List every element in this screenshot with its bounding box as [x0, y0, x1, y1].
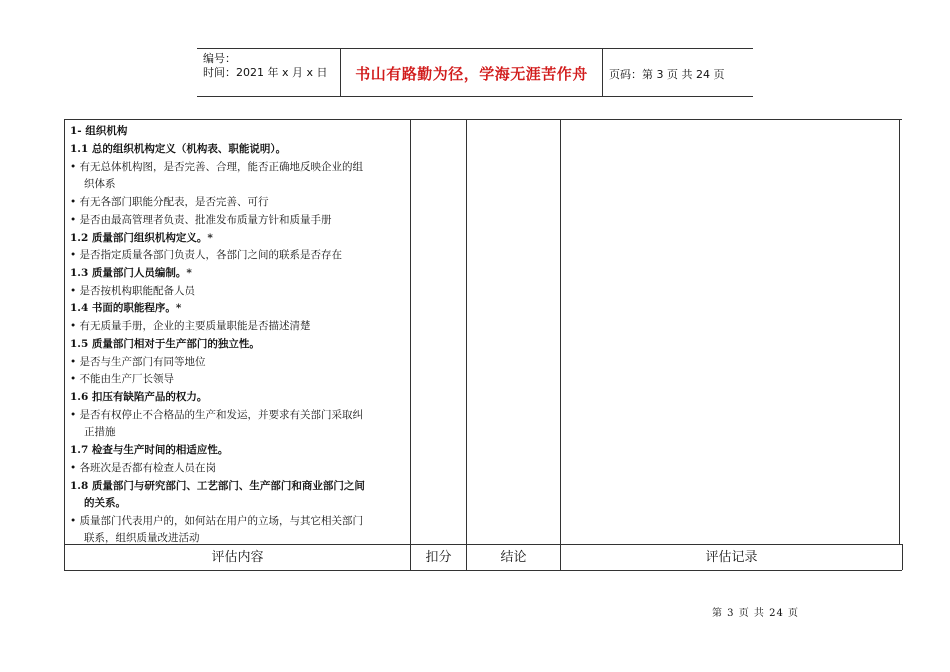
bullet-item: • 是否由最高管理者负责、批准发布质量方针和质量手册 [70, 214, 332, 226]
bullet-continuation: 正措施 [84, 426, 116, 438]
section-heading: 1- 组织机构 [70, 125, 128, 137]
motto-cell [340, 49, 603, 96]
table-left-border [64, 119, 65, 570]
bullet-item: • 各班次是否都有检查人员在岗 [70, 462, 217, 474]
bullet-item: • 是否有权停止不合格品的生产和发运，并要求有关部门采取纠 [70, 409, 364, 421]
header-meta [197, 49, 339, 96]
bullet-item: • 质量部门代表用户的，如何站在用户的立场，与其它相关部门 [70, 515, 364, 527]
bullet-continuation: 织体系 [84, 178, 116, 190]
item-heading: 1.4 书面的职能程序。* [70, 302, 182, 314]
page-indicator: 页码：第 3 页 共 24 页 [609, 68, 725, 81]
item-heading: 1.5 质量部门相对于生产部门的独立性。 [70, 338, 260, 350]
item-heading: 1.3 质量部门人员编制。* [70, 267, 192, 279]
item-heading: 1.1 总的组织机构定义（机构表、职能说明）。 [70, 143, 287, 155]
table-top-border [64, 119, 902, 120]
bullet-continuation: 联系，组织质量改进活动 [84, 532, 200, 544]
document-header [197, 48, 753, 97]
bullet-item: • 是否与生产部门有同等地位 [70, 356, 206, 368]
column-header-content: 评估内容 [211, 550, 264, 565]
number-label: 编号： [203, 52, 236, 65]
page-footer: 第 3 页 共 24 页 [712, 608, 799, 619]
col-divider-deduct [466, 119, 467, 570]
item-heading: 1.2 质量部门组织机构定义。* [70, 232, 213, 244]
column-header-conclusion: 结论 [500, 550, 527, 565]
item-heading: 1.6 扣压有缺陷产品的权力。 [70, 391, 208, 403]
col-divider-content [410, 119, 411, 570]
table-right-border [902, 544, 903, 570]
col-divider-conclusion [560, 119, 561, 570]
col-divider-record [899, 119, 900, 544]
heading-continuation: 的关系。 [84, 497, 126, 509]
item-heading: 1.7 检查与生产时间的相适应性。 [70, 444, 229, 456]
bullet-item: • 有无各部门职能分配表，是否完善、可行 [70, 196, 269, 208]
column-header-deduct: 扣分 [425, 550, 452, 565]
bullet-item: • 不能由生产厂长领导 [70, 373, 175, 385]
motto-text: 书山有路勤为径，学海无涯苦作舟 [355, 65, 588, 83]
table-bottom-border [64, 570, 902, 571]
time-label: 时间：2021 年 x 月 x 日 [203, 66, 328, 79]
column-header-record: 评估记录 [705, 550, 758, 565]
bullet-item: • 有无质量手册，企业的主要质量职能是否描述清楚 [70, 320, 311, 332]
bullet-item: • 有无总体机构图，是否完善、合理，能否正确地反映企业的组 [70, 161, 364, 173]
bullet-item: • 是否按机构职能配备人员 [70, 285, 196, 297]
item-heading: 1.8 质量部门与研究部门、工艺部门、生产部门和商业部门之间 [70, 480, 365, 492]
bullet-item: • 是否指定质量各部门负责人，各部门之间的联系是否存在 [70, 249, 343, 261]
